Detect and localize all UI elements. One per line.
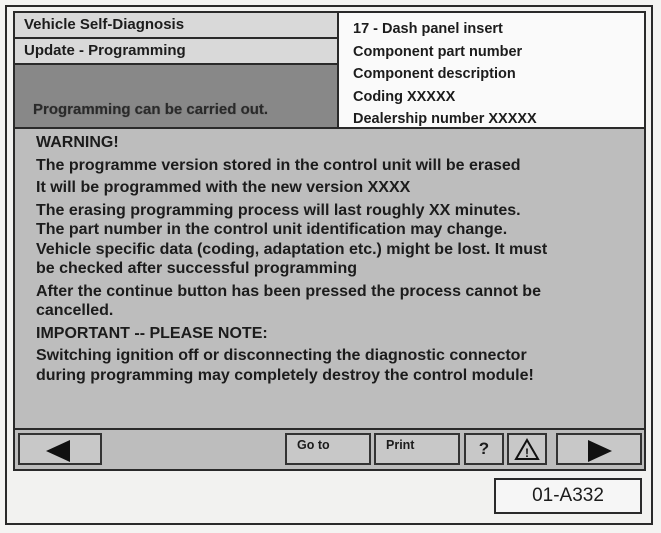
- message-line: The programme version stored in the control unit will be erased: [36, 156, 521, 174]
- arrow-right-icon: [588, 440, 612, 462]
- control-unit-name: 17 - Dash panel insert: [353, 21, 503, 37]
- control-unit-info: [339, 11, 646, 129]
- coding-value: Coding XXXXX: [353, 88, 456, 105]
- warning-label: !: [525, 446, 529, 460]
- figure-code: 01-A332: [494, 478, 642, 514]
- button-bar: [13, 428, 646, 471]
- function-title: Vehicle Self-Diagnosis: [15, 13, 337, 39]
- message-line: be checked after successful programming: [36, 260, 357, 277]
- component-part-number: Component part number: [353, 43, 523, 60]
- header-left-panel: [13, 11, 339, 129]
- warning-button[interactable]: [507, 433, 547, 465]
- back-button[interactable]: [18, 433, 102, 465]
- message-line: After the continue button has been pressed the process cannot be: [36, 282, 541, 300]
- important-title: IMPORTANT -- PLEASE NOTE:: [36, 324, 268, 342]
- goto-button[interactable]: [285, 433, 371, 465]
- message-line: cancelled.: [36, 302, 114, 319]
- arrow-left-icon: [46, 440, 70, 462]
- message-area: [13, 129, 646, 429]
- print-label: Print: [386, 438, 415, 452]
- message-line: Switching ignition off or disconnecting the diagnostic connector: [36, 347, 527, 364]
- continue-button[interactable]: [556, 433, 642, 465]
- subfunction-title: Update - Programming: [15, 39, 337, 65]
- goto-label: Go to: [297, 438, 330, 452]
- message-line: Vehicle specific data (coding, adaptation etc.) might be lost. It must: [36, 240, 548, 258]
- help-label: ?: [478, 439, 490, 458]
- component-description: Component description: [353, 66, 516, 82]
- dealership-number: Dealership number XXXXX: [353, 111, 537, 127]
- print-button[interactable]: [374, 433, 460, 465]
- status-text: Programming can be carried out.: [33, 101, 269, 118]
- message-line: It will be programmed with the new version XXXX: [36, 179, 411, 196]
- warning-triangle-icon: [509, 435, 545, 463]
- message-line: The erasing programming process will last roughly XX minutes.: [36, 201, 521, 219]
- help-button[interactable]: [464, 433, 504, 465]
- message-line: The part number in the control unit identification may change.: [36, 221, 508, 238]
- warning-title: WARNING!: [36, 134, 119, 151]
- message-line: during programming may completely destroy the control module!: [36, 366, 534, 384]
